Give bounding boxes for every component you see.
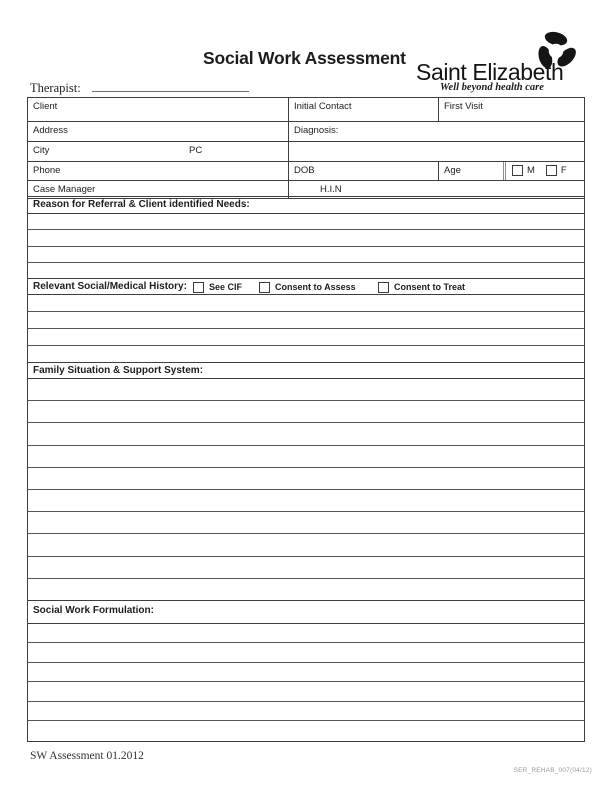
consent-to-assess-label: Consent to Assess (275, 282, 356, 292)
ruled-blank-line[interactable] (28, 721, 584, 741)
ruled-blank-line[interactable] (28, 312, 584, 329)
ruled-blank-line[interactable] (28, 230, 584, 246)
therapist-input-line[interactable] (92, 79, 249, 92)
ruled-blank-line[interactable] (28, 468, 584, 490)
form-version-text: SW Assessment 01.2012 (30, 750, 144, 762)
section-header-formulation (28, 600, 584, 624)
ruled-blank-line[interactable] (28, 247, 584, 263)
male-checkbox[interactable] (512, 165, 523, 176)
ruled-blank-line[interactable] (28, 534, 584, 556)
consent-to-treat-label: Consent to Treat (394, 282, 466, 292)
table-row (28, 122, 584, 142)
male-label: M (527, 165, 535, 176)
ruled-blank-line[interactable] (28, 401, 584, 423)
ruled-blank-line[interactable] (28, 346, 584, 363)
ruled-blank-line[interactable] (28, 624, 584, 644)
consent-to-assess-checkbox[interactable] (259, 282, 270, 293)
postal-code-label: PC (189, 145, 203, 156)
hin-field-cell[interactable]: H.I.N (288, 181, 584, 199)
ruled-blank-line[interactable] (28, 490, 584, 512)
sex-field-cell (503, 162, 584, 180)
ruled-blank-line[interactable] (28, 643, 584, 663)
phone-field-cell[interactable]: Phone (33, 164, 61, 176)
city-label: City (33, 145, 50, 156)
formulation-section-label: Social Work Formulation: (33, 604, 154, 616)
initial-contact-field-cell[interactable]: Initial Contact (288, 98, 438, 121)
ruled-blank-line[interactable] (28, 446, 584, 468)
see-cif-checkbox[interactable] (193, 282, 204, 293)
address-field-cell[interactable]: Address (33, 125, 68, 136)
form-code-text: SER_REHAB_007(04/12) (513, 767, 592, 774)
formulation-write-area (28, 624, 584, 741)
consent-to-treat-checkbox[interactable] (378, 282, 389, 293)
ruled-blank-line[interactable] (28, 329, 584, 346)
first-visit-field-cell[interactable]: First Visit (438, 98, 584, 121)
ruled-blank-line[interactable] (28, 682, 584, 702)
section-header-family (28, 362, 584, 379)
dob-field-cell[interactable]: DOB (288, 162, 438, 180)
table-row (28, 162, 584, 181)
ruled-blank-line[interactable] (28, 379, 584, 401)
reason-section-label: Reason for Referral & Client identified Needs: (33, 199, 250, 210)
see-cif-label: See CIF (209, 282, 243, 292)
ruled-blank-line[interactable] (28, 702, 584, 722)
section-header-history (28, 278, 584, 295)
ruled-blank-line[interactable] (28, 295, 584, 312)
ruled-blank-line[interactable] (28, 579, 584, 601)
ruled-blank-line[interactable] (28, 214, 584, 230)
table-row (28, 142, 584, 162)
age-field-cell[interactable]: Age (438, 162, 503, 180)
therapist-row (30, 79, 249, 97)
history-write-area (28, 295, 584, 363)
ruled-blank-line[interactable] (28, 512, 584, 534)
family-section-label: Family Situation & Support System: (33, 365, 204, 376)
page-title: Social Work Assessment (203, 48, 406, 68)
history-section-label: Relevant Social/Medical History: (33, 281, 187, 292)
ruled-blank-line[interactable] (28, 263, 584, 279)
ruled-blank-line[interactable] (28, 663, 584, 683)
client-info-table (27, 97, 585, 199)
female-checkbox[interactable] (546, 165, 557, 176)
therapist-label: Therapist: (30, 81, 81, 95)
section-header-reason (28, 197, 584, 214)
female-label: F (560, 165, 567, 176)
table-row (28, 98, 584, 122)
brand-tagline: Well beyond health care (440, 82, 544, 93)
ruled-blank-line[interactable] (28, 423, 584, 445)
ruled-blank-line[interactable] (28, 557, 584, 579)
diagnosis-field-cell[interactable]: Diagnosis: (288, 122, 584, 141)
case-manager-field-cell[interactable]: Case Manager (33, 183, 96, 195)
reason-write-area (28, 214, 584, 279)
brand-name: Saint Elizabeth (416, 59, 564, 85)
family-write-area (28, 379, 584, 601)
city-field-cell[interactable] (28, 142, 288, 161)
form-sections (27, 196, 585, 742)
empty-cell[interactable] (288, 142, 584, 161)
client-field-cell[interactable]: Client (33, 101, 58, 112)
